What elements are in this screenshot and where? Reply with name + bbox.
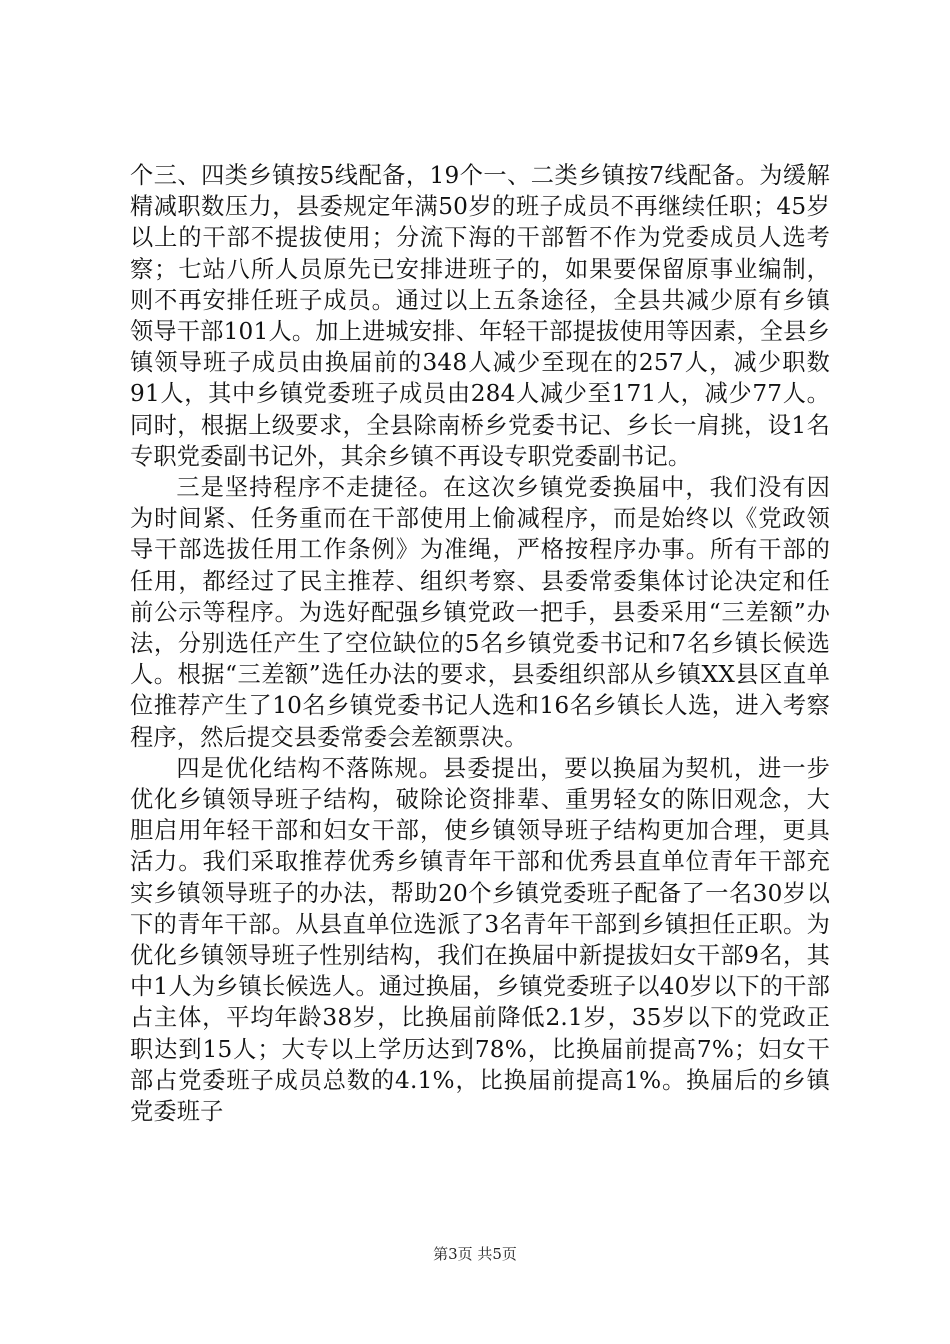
page-footer: 第3页 共5页	[433, 1245, 517, 1263]
body-text	[130, 160, 830, 1127]
paragraph-structure: 四是优化结构不落陈规。县委提出，要以换届为契机，进一步优化乡镇领导班子结构，破除论资排辈、重男轻女的陈旧观念，大胆启用年轻干部和妇女干部，使乡镇领导班子结构更加合理，更具活力。我们采取推荐优秀乡镇青年干部和优秀县直单位青年干部充实乡镇领导班子的办法，帮助20个乡镇党委班子配备了一名30岁以下的青年干部。从县直单位选派了3名青年干部到乡镇担任正职。为优化乡镇领导班子性别结构，我们在换届中新提拔妇女干部9名，其中1人为乡镇长候选人。通过换届，乡镇党委班子以40岁以下的干部占主体，平均年龄38岁，比换届前降低2.1岁，35岁以下的党政正职达到15人；大专以上学历达到78%，比换届前提高7%；妇女干部占党委班子成员总数的4.1%，比换届前提高1%。换届后的乡镇党委班子	[130, 754, 830, 1126]
paragraph-continued: 个三、四类乡镇按5线配备，19个一、二类乡镇按7线配备。为缓解精减职数压力，县委规定年满50岁的班子成员不再继续任职；45岁以上的干部不提拔使用；分流下海的干部暂不作为党委成员人选考察；七站八所人员原先已安排进班子的，如果要保留原事业编制，则不再安排任班子成员。通过以上五条途径，全县共减少原有乡镇领导干部101人。加上进城安排、年轻干部提拔使用等因素，全县乡镇领导班子成员由换届前的348人减少至现在的257人，减少职数91人，其中乡镇党委班子成员由284人减少至171人，减少77人。同时，根据上级要求，全县除南桥乡党委书记、乡长一肩挑，设1名专职党委副书记外，其余乡镇不再设专职党委副书记。	[130, 162, 830, 470]
paragraph-procedure: 三是坚持程序不走捷径。在这次乡镇党委换届中，我们没有因为时间紧、任务重而在干部使用上偷减程序，而是始终以《党政领导干部选拔任用工作条例》为准绳，严格按程序办事。所有干部的任用，都经过了民主推荐、组织考察、县委常委集体讨论决定和任前公示等程序。为选好配强乡镇党政一把手，县委采用“三差额”办法，分别选任产生了空位缺位的5名乡镇党委书记和7名乡镇长候选人。根据“三差额”选任办法的要求，县委组织部从乡镇XX县区直单位推荐产生了10名乡镇党委书记人选和16名乡镇长人选，进入考察程序，然后提交县委常委会差额票决。	[130, 474, 830, 751]
